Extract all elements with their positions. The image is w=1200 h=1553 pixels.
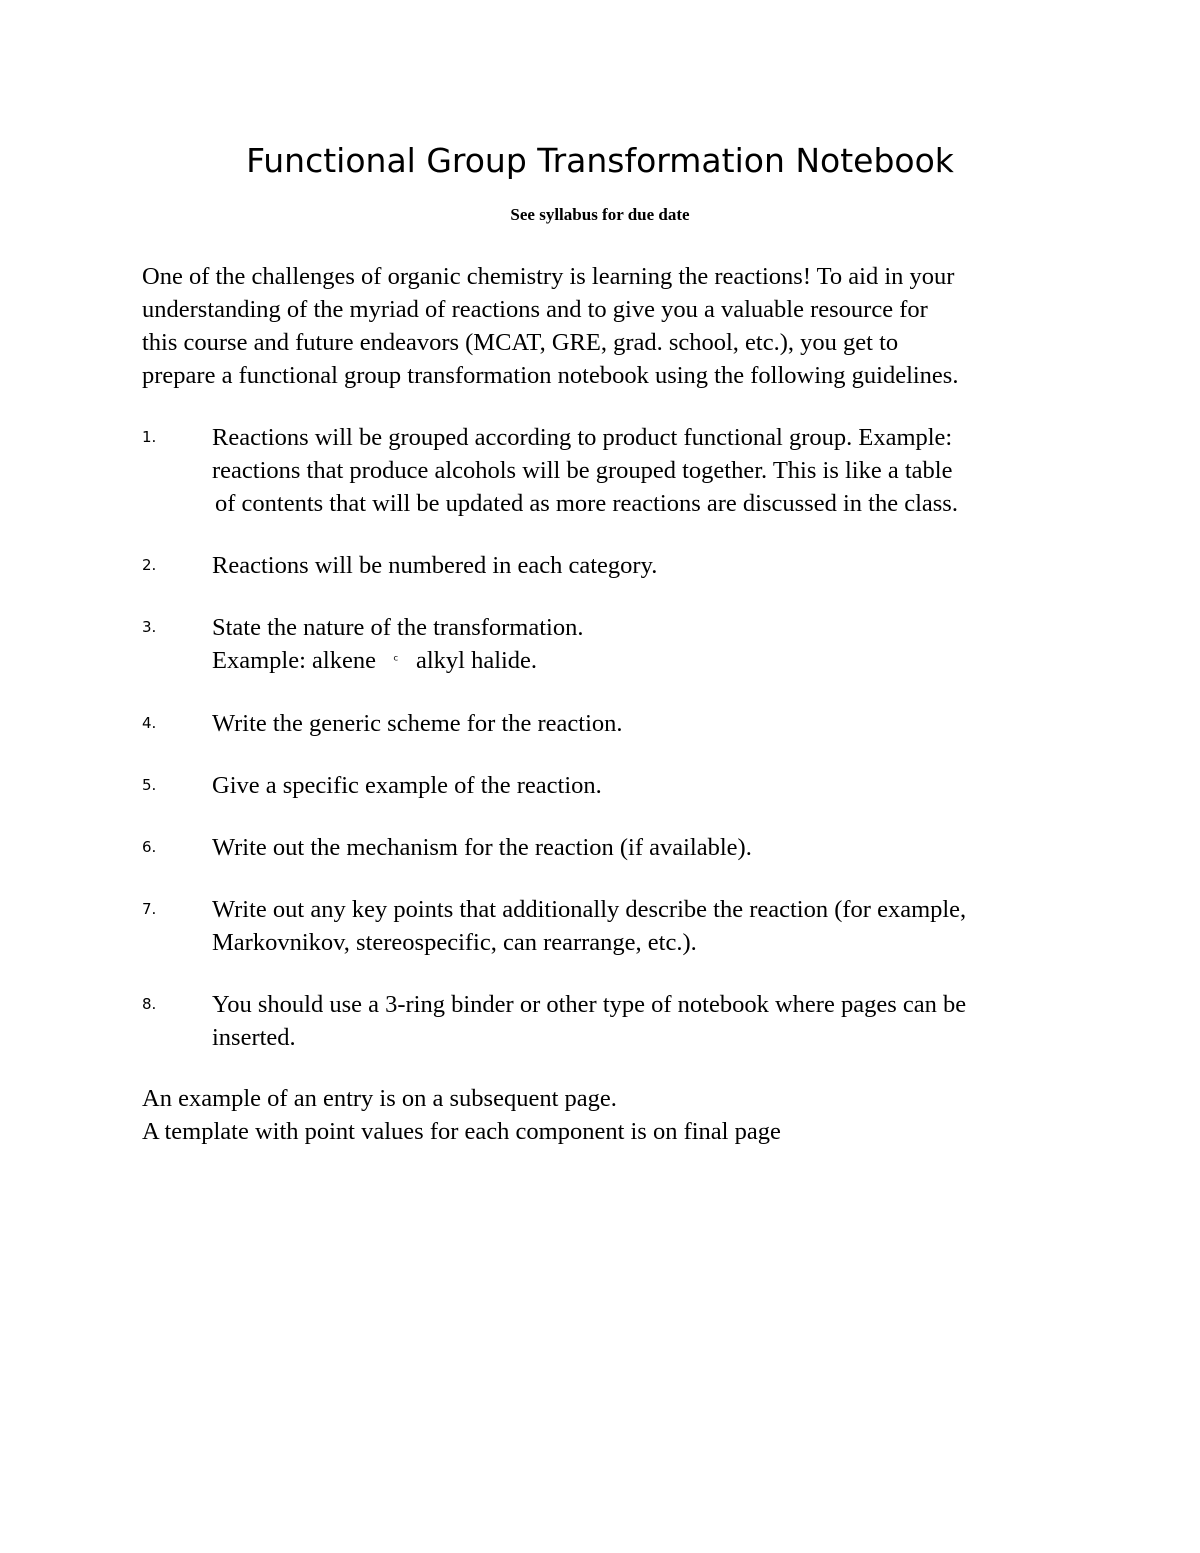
intro-line: prepare a functional group transformation notebook using the following guidelines.: [142, 362, 959, 389]
guideline-line: Write out the mechanism for the reaction (if available).: [212, 834, 752, 861]
guideline-number: 2.: [142, 556, 157, 574]
guideline-number: 6.: [142, 838, 157, 856]
intro-line: One of the challenges of organic chemistry is learning the reactions! To aid in your: [142, 263, 955, 290]
guideline-item: [212, 988, 1092, 1054]
guideline-item: [212, 421, 1092, 520]
guideline-item: [212, 831, 1092, 864]
intro-line: this course and future endeavors (MCAT, GRE, grad. school, etc.), you get to: [142, 329, 899, 356]
guideline-item: [212, 893, 1092, 959]
guideline-number: 7.: [142, 900, 157, 918]
closing-line: A template with point values for each component is on final page: [142, 1118, 781, 1145]
guideline-item: [212, 611, 1092, 678]
reaction-arrow-icon: ᶜ: [393, 653, 399, 669]
guideline-line: Write out any key points that additionally describe the reaction (for example,: [212, 896, 967, 923]
guideline-line: reactions that produce alcohols will be grouped together. This is like a table: [212, 457, 953, 484]
guideline-number: 4.: [142, 714, 157, 732]
guideline-item: [212, 769, 1092, 802]
guideline-line: Reactions will be grouped according to product functional group. Example:: [212, 424, 953, 451]
guideline-line: inserted.: [212, 1024, 296, 1051]
intro-paragraph: [142, 260, 1082, 392]
guideline-line: You should use a 3-ring binder or other type of notebook where pages can be: [212, 991, 967, 1018]
guideline-line: Markovnikov, stereospecific, can rearrange, etc.).: [212, 929, 697, 956]
example-prefix: Example: alkene: [212, 647, 376, 674]
intro-line: understanding of the myriad of reactions and to give you a valuable resource for: [142, 296, 928, 323]
guideline-example-line: [212, 644, 1092, 678]
example-suffix: alkyl halide.: [415, 647, 538, 674]
guideline-number: 8.: [142, 995, 157, 1013]
guideline-number: 5.: [142, 776, 157, 794]
guideline-line: State the nature of the transformation.: [212, 614, 584, 641]
guideline-line: of contents that will be updated as more reactions are discussed in the class.: [215, 490, 958, 517]
guideline-line: Give a specific example of the reaction.: [212, 772, 602, 799]
guideline-item: [212, 549, 1092, 582]
document-title: Functional Group Transformation Notebook: [246, 141, 954, 180]
due-date-note: See syllabus for due date: [510, 205, 690, 224]
guideline-number: 3.: [142, 618, 157, 636]
guideline-number: 1.: [142, 428, 157, 446]
guideline-line: Reactions will be numbered in each category.: [212, 552, 658, 579]
closing-notes: [142, 1082, 1082, 1148]
guideline-line: Write the generic scheme for the reaction.: [212, 710, 623, 737]
closing-line: An example of an entry is on a subsequent page.: [142, 1085, 617, 1112]
guideline-item: [212, 707, 1092, 740]
